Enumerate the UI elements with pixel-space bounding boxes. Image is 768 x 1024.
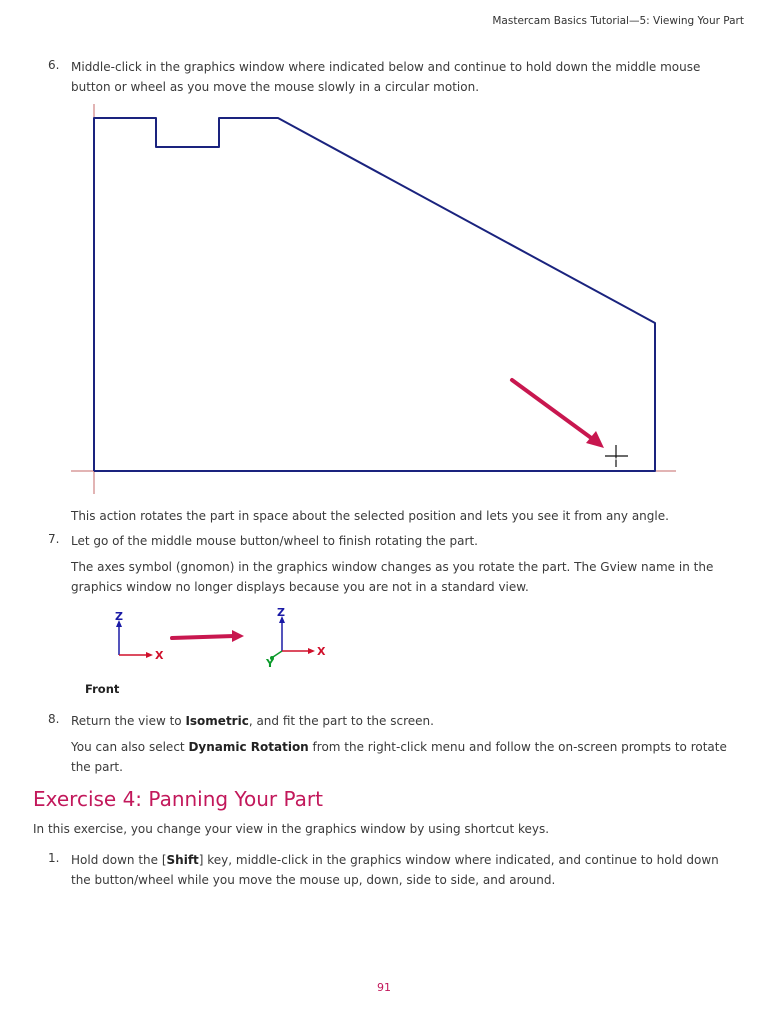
rotated-z-label: Z [277,606,285,619]
dynamic-rotation-keyword: Dynamic Rotation [188,740,309,754]
ex4-step-1-text: Hold down the [Shift] key, middle-click in the graphics window where indicated, and continue to hold down the button/wheel while you move the mouse up, down, side to side, and around. [71,853,719,887]
page-number: 91 [377,981,391,994]
step-8-note: You can also select Dynamic Rotation from the right-click menu and follow the on-screen prompts to rotate the part. [71,740,727,774]
isometric-keyword: Isometric [185,714,249,728]
gnomon-figure [100,603,340,671]
step-8-number: 8. [48,712,60,726]
pointer-arrow-head [586,431,604,448]
gnomon-caption-front: Front [85,682,120,696]
section-title: Exercise 4: Panning Your Part [33,787,323,811]
part-profile [94,118,655,471]
step-7-text: Let go of the middle mouse button/wheel to finish rotating the part. [71,534,478,548]
front-gnomon [115,610,164,662]
section-intro: In this exercise, you change your view in the graphics window by using shortcut keys. [33,822,550,836]
step-6-number: 6. [48,58,60,72]
running-header: Mastercam Basics Tutorial—5: Viewing Your Part [492,15,744,27]
front-x-label: X [155,649,164,662]
step-7-result: The axes symbol (gnomon) in the graphics window changes as you rotate the part. The Gview name in the graphics window no longer displays because you are not in a standard view. [71,560,714,594]
crosshair-cursor-icon [605,445,628,467]
step-6-result: This action rotates the part in space about the selected position and lets you see it from any angle. [71,509,669,523]
part-graphics-figure [0,0,768,500]
step-8-text: Return the view to Isometric, and fit the part to the screen. [71,714,434,728]
transition-arrow-shaft [172,636,234,638]
pointer-arrow-shaft [512,380,594,440]
front-z-label: Z [115,610,123,623]
rotated-y-label: Y [266,657,274,670]
ex4-step-1-number: 1. [48,851,60,865]
shift-key-label: Shift [166,853,199,867]
rotated-x-label: X [317,645,326,658]
transition-arrow-head [232,630,244,642]
rotated-gnomon [265,606,326,670]
step-7-number: 7. [48,532,60,546]
step-6-text: Middle-click in the graphics window where indicated below and continue to hold down the middle mouse button or wheel as you move the mouse slowly in a circular motion. [71,60,701,94]
rotated-y-axis [273,651,282,657]
